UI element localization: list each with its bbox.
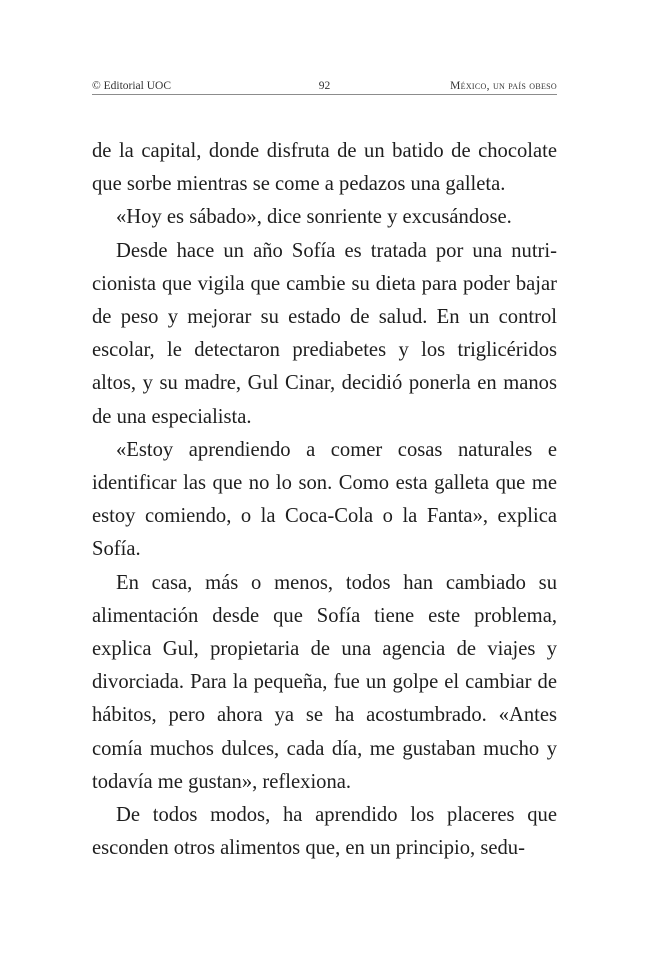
publisher-credit: © Editorial UOC — [92, 80, 172, 92]
paragraph: «Estoy aprendiendo a comer cosas naturales e identificar las que no lo son. Como esta galleta que me estoy comiendo, o la Coca-Cola o la Fanta», explica Sofía. — [92, 438, 557, 561]
paragraph: De todos modos, ha aprendido los placeres que esconden otros alimentos que, en un principio, sedu- — [92, 804, 557, 860]
paragraph: «Hoy es sábado», dice sonriente y excusándose. — [116, 206, 512, 229]
paragraph-continued: de la capital, donde disfruta de un batido de chocolate que sorbe mientras se come a pedazos una galleta. — [92, 140, 557, 196]
paragraph: Desde hace un año Sofía es tratada por una nutricionista que vigila que cambie su dieta para poder bajar de peso y mejorar su estado de salud. En un control escolar, le detectaron prediabetes y los triglicéridos altos, y su madre, Gul Cinar, decidió ponerla en manos de una especialista. — [92, 239, 557, 428]
paragraph: En casa, más o menos, todos han cambiado su alimentación desde que Sofía tiene este problema, explica Gul, propietaria de una agencia de viajes y divorciada. Para la pequeña, fue un golpe el cambiar de hábitos, pero ahora ya se ha acostumbrado. «Antes comía muchos dulces, cada día, me gustaban mucho y todavía me gustan», reflexiona. — [92, 571, 557, 793]
page-number: 92 — [318, 80, 331, 92]
running-header — [92, 80, 557, 95]
body-text — [92, 135, 557, 865]
book-title: México, un país obeso — [450, 80, 557, 92]
